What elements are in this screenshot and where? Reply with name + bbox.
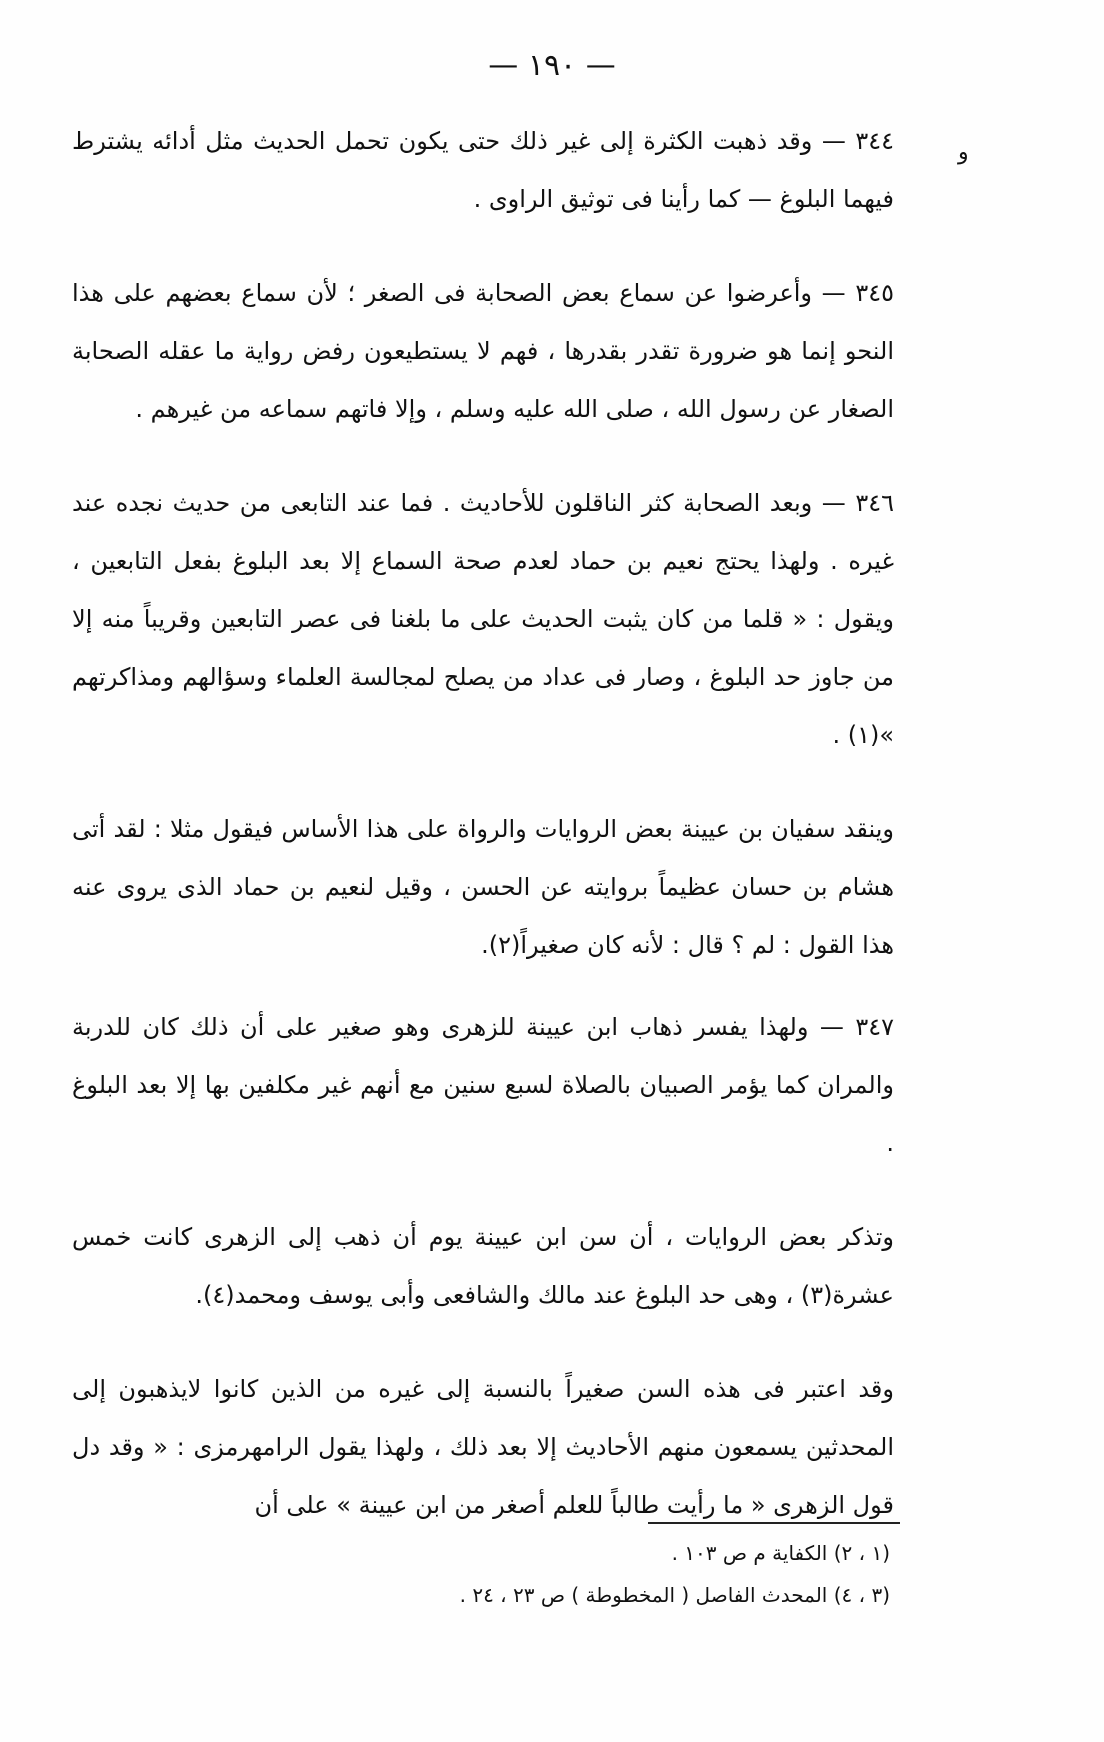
main-text: [72, 112, 894, 1570]
paragraph-346: ٣٤٦ — وبعد الصحابة كثر الناقلون للأحاديث . فما عند التابعى من حديث نجده عند غيره . ولهذا يحتج نعيم بن حماد لعدم صحة السماع إلا بعد البلوغ بفعل التابعين ، ويقول : « قلما من كان يثبت الحديث على ما بلغنا فى عصر التابعين وقريباً منه إلا من جاوز حد البلوغ ، وصار فى عداد من يصلح لمجالسة العلماء وسؤالهم ومذاكرتهم »(١) .: [72, 489, 894, 749]
paragraph-345: ٣٤٥ — وأعرضوا عن سماع بعض الصحابة فى الصغر ؛ لأن سماع بعضهم على هذا النحو إنما هو ضرورة تقدر بقدرها ، فهم لا يستطيعون رفض رواية ما عقله الصحابة الصغار عن رسول الله ، صلى الله عليه وسلم ، وإلا فاتهم سماعه من غيرهم .: [72, 279, 894, 423]
footnotes: [300, 1532, 890, 1616]
paragraph-347: ٣٤٧ — ولهذا يفسر ذهاب ابن عيينة للزهرى وهو صغير على أن ذلك كان للدربة والمران كما يؤمر الصبيان بالصلاة لسبع سنين مع أنهم غير مكلفين بها إلا بعد البلوغ .: [72, 1013, 894, 1157]
page-number: — ١٩٠ —: [488, 48, 616, 83]
paragraph-sufyan: وينقد سفيان بن عيينة بعض الروايات والرواة على هذا الأساس فيقول مثلا : لقد أتى هشام بن حسان عظيماً بروايته عن الحسن ، وقيل لنعيم بن حماد الذى يروى عنه هذا القول : لم ؟ قال : لأنه كان صغيراً(٢).: [72, 815, 894, 959]
paragraph-age: وتذكر بعض الروايات ، أن سن ابن عيينة يوم أن ذهب إلى الزهرى كانت خمس عشرة(٣) ، وهى حد البلوغ عند مالك والشافعى وأبى يوسف ومحمد(٤).: [72, 1223, 894, 1309]
footnote-divider: [648, 1522, 900, 1524]
footnote-3-4: (٣ ، ٤) المحدث الفاصل ( المخطوطة ) ص ٢٣ ، ٢٤ .: [459, 1583, 890, 1607]
paragraph-ramahurmuzi: وقد اعتبر فى هذه السن صغيراً بالنسبة إلى غيره من الذين كانوا لايذهبون إلى المحدثين يسمعون منهم الأحاديث إلا بعد ذلك ، ولهذا يقول الرامهرمزى : « وقد دل قول الزهرى « ما رأيت طالباً للعلم أصغر من ابن عيينة » على أن: [72, 1375, 894, 1519]
paragraph-344: ٣٤٤ — وقد ذهبت الكثرة إلى غير ذلك حتى يكون تحمل الحديث مثل أدائه يشترط فيهما البلوغ — كما رأينا فى توثيق الراوى .: [72, 127, 894, 213]
margin-mark: و: [958, 140, 969, 165]
footnote-1-2: (١ ، ٢) الكفاية م ص ١٠٣ .: [671, 1541, 890, 1565]
